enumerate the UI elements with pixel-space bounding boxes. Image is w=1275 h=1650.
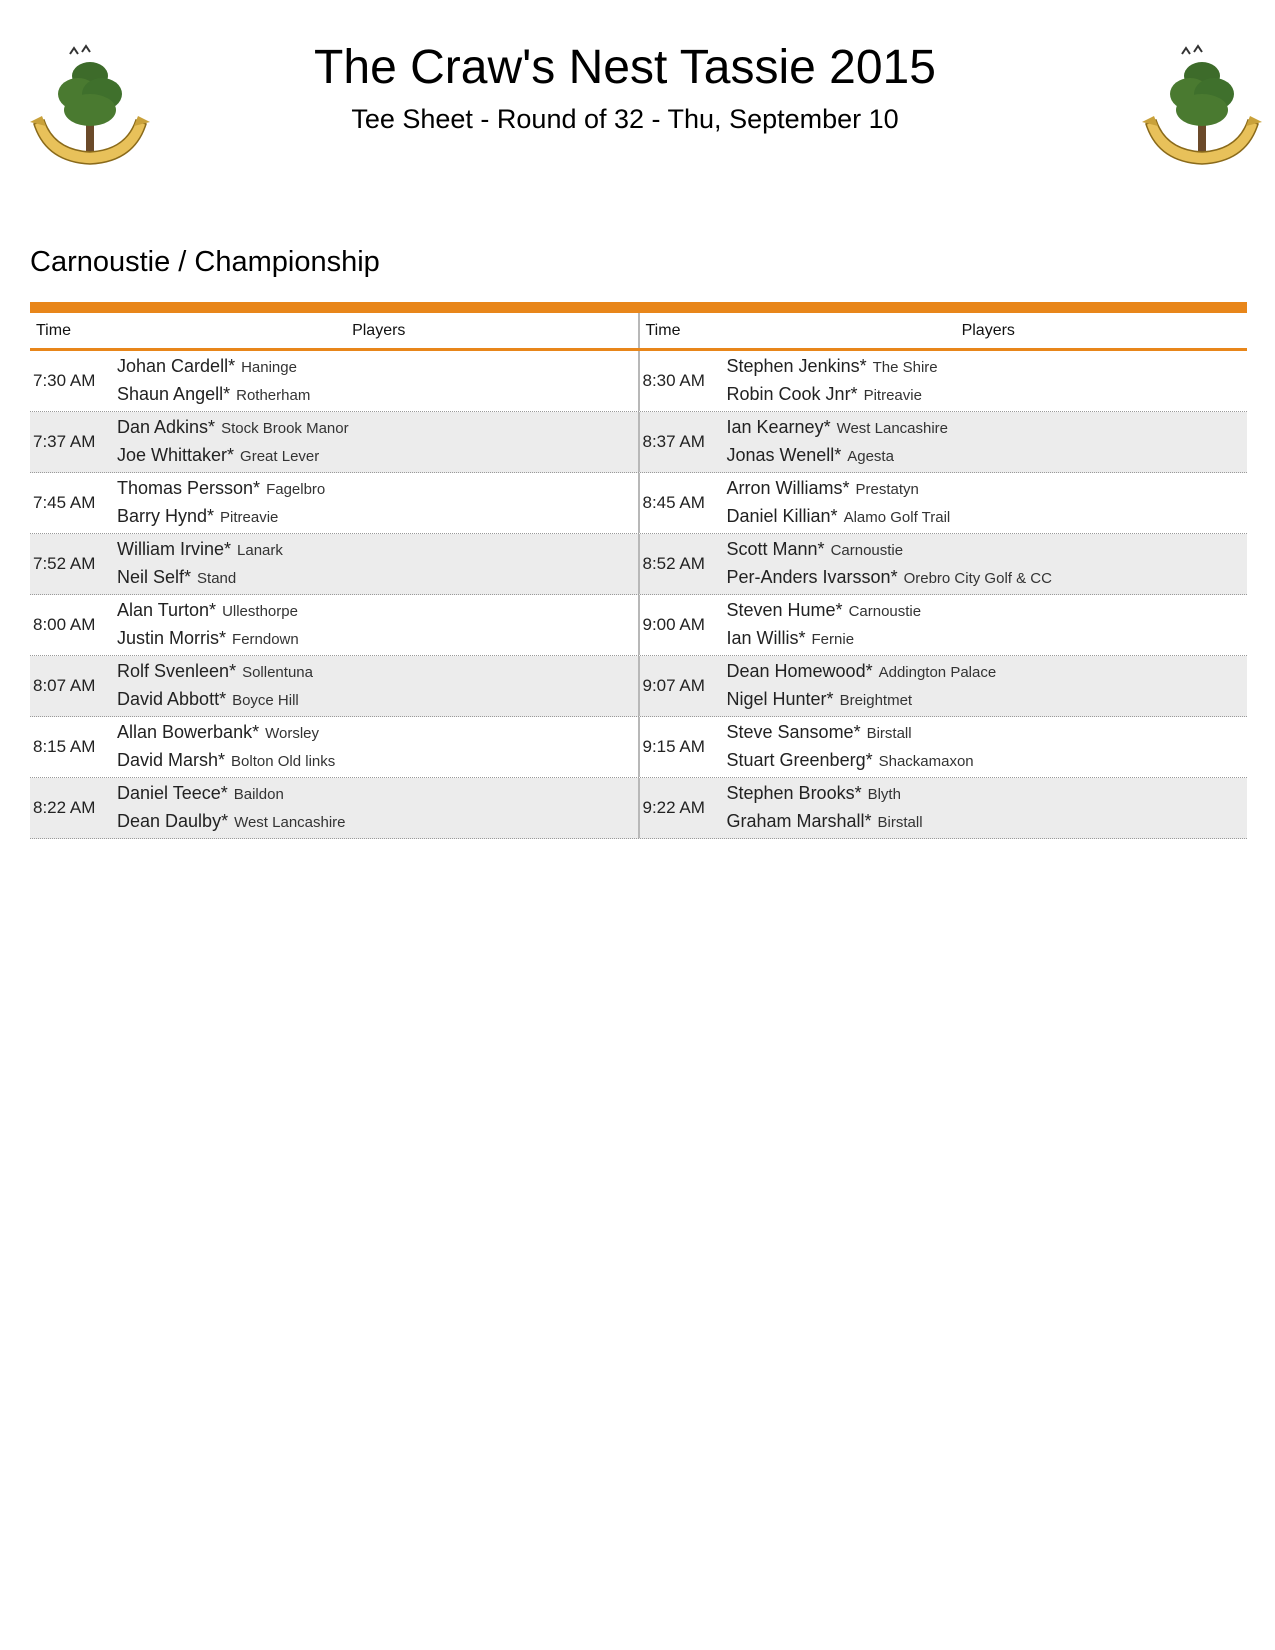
tee-group-right (640, 717, 1248, 777)
player-name: Justin Morris* (117, 628, 227, 648)
player-club: Birstall (866, 725, 912, 742)
player-entry (727, 536, 1248, 564)
player-name: Ian Kearney* (726, 417, 831, 437)
player-entry (727, 442, 1248, 470)
player-name: Stephen Brooks* (726, 783, 862, 803)
player-name: Ian Willis* (726, 628, 806, 648)
player-club: Sollentuna (242, 664, 313, 681)
tee-group-left (30, 534, 640, 594)
tee-time: 8:45 AM (642, 493, 705, 512)
player-list (117, 536, 638, 592)
tee-time: 9:15 AM (642, 737, 705, 756)
tee-group-right (640, 473, 1248, 533)
player-entry (727, 381, 1248, 409)
player-name: Robin Cook Jnr* (726, 384, 858, 404)
player-club: Boyce Hill (232, 692, 299, 709)
player-list (727, 719, 1248, 775)
player-entry (117, 597, 638, 625)
player-name: Alan Turton* (117, 600, 217, 620)
player-name: David Marsh* (117, 750, 226, 770)
player-name: Steve Sansome* (726, 722, 861, 742)
tee-time: 7:30 AM (33, 371, 96, 390)
player-club: Birstall (877, 814, 923, 831)
player-name: Dean Homewood* (726, 661, 873, 681)
header-time: Time (36, 321, 71, 339)
player-club: Lanark (237, 542, 283, 559)
player-name: Nigel Hunter* (726, 689, 834, 709)
player-name: Daniel Teece* (117, 783, 228, 803)
player-club: The Shire (872, 359, 938, 376)
player-entry (117, 686, 638, 714)
player-club: West Lancashire (836, 420, 949, 437)
player-entry (727, 808, 1248, 836)
tee-time: 9:07 AM (642, 676, 705, 695)
tee-group-left (30, 595, 640, 655)
tee-sheet-table (30, 313, 1247, 839)
player-name: Shaun Angell* (117, 384, 231, 404)
player-entry (117, 564, 638, 592)
tee-time: 9:00 AM (642, 615, 705, 634)
tee-time: 8:52 AM (642, 554, 705, 573)
player-club: Shackamaxon (878, 753, 974, 770)
player-entry (727, 780, 1248, 808)
player-club: Carnoustie (848, 603, 922, 620)
tee-time: 8:15 AM (33, 737, 96, 756)
tee-time-rows (30, 351, 1247, 839)
player-name: David Abbott* (117, 689, 227, 709)
player-entry (727, 747, 1248, 775)
player-entry (727, 686, 1248, 714)
player-name: Allan Bowerbank* (117, 722, 260, 742)
table-row (30, 717, 1247, 778)
tee-group-right (640, 534, 1248, 594)
player-club: Bolton Old links (231, 753, 336, 770)
player-entry (727, 475, 1248, 503)
player-entry (727, 414, 1248, 442)
player-club: Breightmet (839, 692, 913, 709)
tee-group-right (640, 656, 1248, 716)
player-list (117, 658, 638, 714)
tee-group-right (640, 778, 1248, 838)
header-players: Players (352, 321, 406, 339)
header-time: Time (645, 321, 681, 339)
tee-group-left (30, 473, 640, 533)
player-entry (727, 597, 1248, 625)
player-list (117, 719, 638, 775)
tee-time: 8:22 AM (33, 798, 96, 817)
player-name: Daniel Killian* (726, 506, 838, 526)
player-name: Joe Whittaker* (117, 445, 235, 465)
player-name: Johan Cardell* (117, 356, 236, 376)
player-name: Neil Self* (117, 567, 192, 587)
tee-time: 7:37 AM (33, 432, 96, 451)
player-list (117, 475, 638, 531)
player-list (117, 780, 638, 836)
table-row (30, 778, 1247, 839)
player-entry (117, 536, 638, 564)
player-club: Haninge (241, 359, 297, 376)
tee-time: 9:22 AM (642, 798, 705, 817)
tee-time: 8:37 AM (642, 432, 705, 451)
player-name: Dan Adkins* (117, 417, 216, 437)
table-row (30, 473, 1247, 534)
player-entry (727, 658, 1248, 686)
player-club: Prestatyn (855, 481, 919, 498)
player-entry (117, 808, 638, 836)
player-entry (117, 503, 638, 531)
player-club: Great Lever (240, 448, 320, 465)
player-entry (117, 625, 638, 653)
tee-time: 8:00 AM (33, 615, 96, 634)
player-entry (727, 564, 1248, 592)
player-entry (117, 719, 638, 747)
player-club: Stand (197, 570, 237, 587)
tee-group-left (30, 717, 640, 777)
player-club: Ullesthorpe (222, 603, 298, 620)
player-name: Scott Mann* (726, 539, 825, 559)
tee-time: 8:30 AM (642, 371, 705, 390)
table-row (30, 595, 1247, 656)
player-club: Stock Brook Manor (221, 420, 349, 437)
table-row (30, 351, 1247, 412)
tee-group-right (640, 351, 1248, 411)
player-club: Rotherham (236, 387, 311, 404)
player-club: Fagelbro (266, 481, 326, 498)
tee-group-left (30, 656, 640, 716)
player-entry (727, 353, 1248, 381)
player-club: Pitreavie (863, 387, 922, 404)
player-list (727, 414, 1248, 470)
player-entry (727, 503, 1248, 531)
player-name: Stephen Jenkins* (726, 356, 867, 376)
tee-group-left (30, 351, 640, 411)
table-row (30, 534, 1247, 595)
player-list (727, 780, 1248, 836)
section-divider-bar (30, 302, 1247, 313)
player-entry (117, 780, 638, 808)
page-subtitle: Tee Sheet - Round of 32 - Thu, September 10 (351, 104, 899, 134)
player-entry (117, 442, 638, 470)
player-club: West Lancashire (234, 814, 346, 831)
player-list (117, 597, 638, 653)
player-name: Per-Anders Ivarsson* (726, 567, 898, 587)
player-name: Thomas Persson* (117, 478, 261, 498)
player-name: Rolf Svenleen* (117, 661, 237, 681)
player-list (727, 536, 1248, 592)
player-entry (117, 658, 638, 686)
player-list (727, 353, 1248, 409)
tee-group-right (640, 412, 1248, 472)
tee-time: 7:45 AM (33, 493, 96, 512)
player-list (117, 353, 638, 409)
player-club: Agesta (847, 448, 894, 465)
player-entry (117, 381, 638, 409)
player-list (117, 414, 638, 470)
player-name: Arron Williams* (726, 478, 850, 498)
player-list (727, 658, 1248, 714)
player-club: Fernie (811, 631, 855, 648)
player-club: Baildon (233, 786, 284, 803)
player-name: Dean Daulby* (117, 811, 229, 831)
tee-group-right (640, 595, 1248, 655)
player-club: Alamo Golf Trail (843, 509, 951, 526)
player-list (727, 597, 1248, 653)
tee-time: 8:07 AM (33, 676, 96, 695)
table-row (30, 412, 1247, 473)
header-players: Players (961, 321, 1015, 339)
player-name: Stuart Greenberg* (726, 750, 873, 770)
page-title: The Craw's Nest Tassie 2015 (314, 41, 936, 94)
player-name: William Irvine* (117, 539, 232, 559)
player-entry (727, 719, 1248, 747)
table-header (30, 313, 1247, 351)
player-entry (117, 353, 638, 381)
player-list (727, 475, 1248, 531)
player-entry (117, 414, 638, 442)
player-club: Ferndown (232, 631, 299, 648)
tee-group-left (30, 778, 640, 838)
course-section-title: Carnoustie / Championship (30, 246, 380, 278)
player-club: Pitreavie (220, 509, 279, 526)
player-name: Jonas Wenell* (726, 445, 842, 465)
player-name: Barry Hynd* (117, 506, 215, 526)
player-club: Addington Palace (878, 664, 997, 681)
tee-time: 7:52 AM (33, 554, 96, 573)
player-club: Blyth (867, 786, 901, 803)
player-club: Orebro City Golf & CC (903, 570, 1052, 587)
player-name: Steven Hume* (726, 600, 843, 620)
table-row (30, 656, 1247, 717)
player-club: Carnoustie (830, 542, 904, 559)
player-entry (117, 747, 638, 775)
player-entry (727, 625, 1248, 653)
tee-group-left (30, 412, 640, 472)
player-entry (117, 475, 638, 503)
player-club: Worsley (265, 725, 319, 742)
player-name: Graham Marshall* (726, 811, 872, 831)
